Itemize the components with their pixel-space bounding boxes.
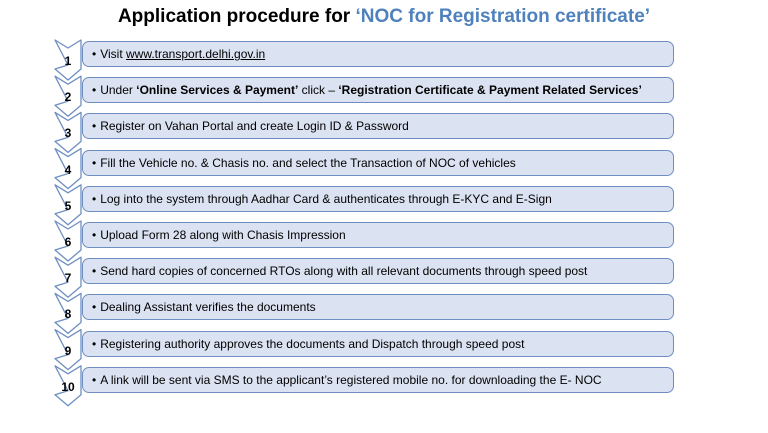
step-text: click – (298, 83, 339, 98)
step-text: Registering authority approves the documents and Dispatch through speed post (100, 336, 525, 351)
step-text: Log into the system through Aadhar Card & authenticates through E-KYC and E-Sign (100, 191, 552, 206)
step-box (82, 150, 674, 176)
step-number: 4 (64, 162, 72, 177)
bullet-icon: • (92, 264, 97, 279)
step-box (82, 331, 674, 357)
bullet-icon: • (92, 83, 97, 98)
step-text: Under (100, 83, 137, 98)
bullet-icon: • (92, 372, 97, 387)
bullet-icon: • (92, 119, 97, 134)
step-number: 5 (64, 198, 72, 213)
step-number: 2 (64, 90, 72, 105)
step-number: 8 (64, 307, 72, 322)
step-number: 3 (64, 126, 72, 141)
step-text: Register on Vahan Portal and create Login ID & Password (100, 119, 409, 134)
step-number: 7 (64, 271, 72, 286)
bullet-icon: • (92, 191, 97, 206)
bullet-icon: • (92, 300, 97, 315)
website-link[interactable]: www.transport.delhi.gov.in (126, 47, 266, 61)
title-prefix: Application procedure for (117, 6, 356, 27)
step-text: Send hard copies of concerned RTOs along with all relevant documents through speed post (100, 264, 588, 279)
step-text-emphasis: ‘Registration Certificate & Payment Related Services’ (338, 83, 642, 98)
step-text: Fill the Vehicle no. & Chasis no. and select the Transaction of NOC of vehicles (100, 155, 516, 170)
step-text: Visit (100, 47, 126, 61)
step-text: Dealing Assistant verifies the documents (100, 300, 316, 315)
step-box (82, 367, 674, 393)
step-box (82, 186, 674, 212)
step-box (82, 294, 674, 320)
step-number: 6 (64, 235, 72, 249)
bullet-icon: • (92, 155, 97, 170)
step-text: A link will be sent via SMS to the applicant’s registered mobile no. for downloading the E- NOC (100, 372, 602, 387)
step-text-emphasis: ‘Online Services & Payment’ (136, 83, 299, 98)
step-text: Upload Form 28 along with Chasis Impression (100, 228, 346, 242)
step-box (82, 222, 674, 248)
step-box (82, 41, 674, 67)
step-box (82, 77, 674, 103)
bullet-icon: • (92, 228, 97, 242)
step-number: 10 (61, 379, 75, 394)
title-highlight: ‘NOC for Registration certificate’ (355, 6, 651, 27)
step-box (82, 258, 674, 284)
step-number: 1 (64, 54, 72, 68)
bullet-icon: • (92, 47, 97, 61)
step-box (82, 113, 674, 139)
step-number: 9 (64, 343, 72, 358)
bullet-icon: • (92, 336, 97, 351)
